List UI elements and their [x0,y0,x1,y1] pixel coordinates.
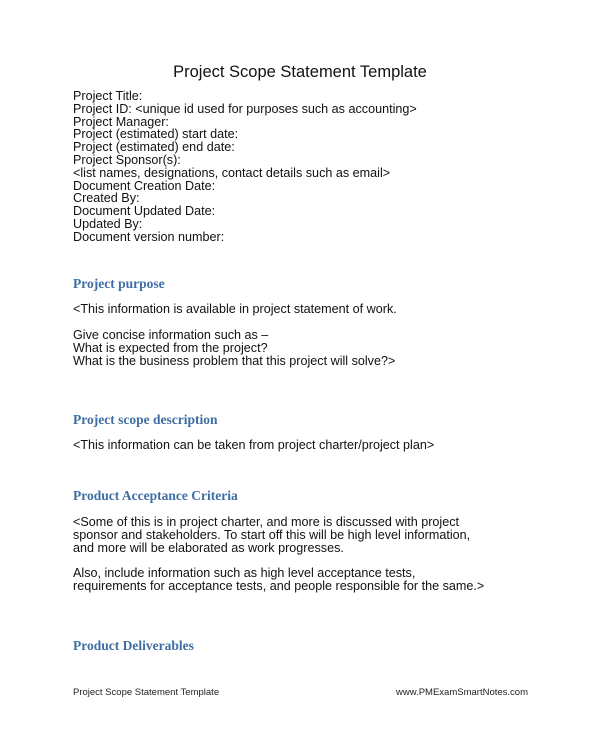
purpose-line: Give concise information such as – [73,328,269,342]
acceptance-line: and more will be elaborated as work progresses. [73,540,344,555]
acceptance-line: <Some of this is in project charter, and more is discussed with project [73,515,460,529]
meta-version-number: Document version number: [73,229,225,244]
meta-project-id: Project ID: <unique id used for purposes such as accounting> [73,101,417,116]
meta-end-date: Project (estimated) end date: [73,140,235,155]
meta-created-by: Created By: [73,191,140,206]
purpose-line: What is expected from the project? [73,340,268,355]
scope-line: <This information can be taken from project charter/project plan> [73,438,435,452]
project-metadata-block [73,90,417,244]
section-heading-deliverables: Product Deliverables [73,638,194,653]
meta-sponsor-details: <list names, designations, contact details such as email> [73,165,391,180]
scope-paragraph-1 [73,439,434,452]
purpose-line: <This information is available in project statement of work. [73,302,397,316]
footer-document-name: Project Scope Statement Template [73,687,220,698]
purpose-paragraph-1 [73,303,397,316]
meta-updated-by: Updated By: [73,216,143,231]
section-heading-scope-description: Project scope description [73,412,218,427]
acceptance-line: Also, include information such as high level acceptance tests, [73,566,416,580]
meta-sponsors: Project Sponsor(s): [73,152,181,167]
section-heading-acceptance-criteria: Product Acceptance Criteria [73,488,238,503]
meta-start-date: Project (estimated) start date: [73,127,239,142]
purpose-paragraph-2 [73,329,395,367]
meta-updated-date: Document Updated Date: [73,204,216,219]
acceptance-paragraph-1 [73,516,470,554]
document-title: Project Scope Statement Template [173,63,427,81]
footer-website: www.PMExamSmartNotes.com [396,687,528,698]
acceptance-line: sponsor and stakeholders. To start off this will be high level information, [73,527,471,542]
purpose-line: What is the business problem that this project will solve?> [73,353,396,368]
section-heading-project-purpose: Project purpose [73,276,165,291]
acceptance-paragraph-2 [73,567,484,593]
meta-project-manager: Project Manager: [73,114,169,129]
acceptance-line: requirements for acceptance tests, and people responsible for the same.> [73,578,485,593]
meta-creation-date: Document Creation Date: [73,178,216,193]
meta-project-title: Project Title: [73,89,143,103]
